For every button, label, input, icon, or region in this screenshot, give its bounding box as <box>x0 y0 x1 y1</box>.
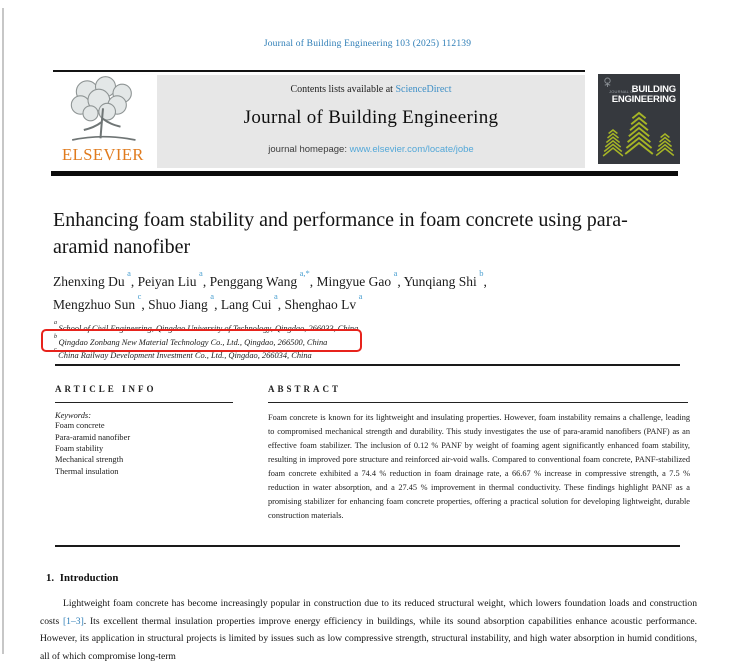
keywords-label: Keywords: <box>55 411 91 421</box>
highlight-annotation-box <box>41 329 362 352</box>
contents-prefix: Contents lists available at <box>290 84 393 95</box>
author-affil-sup: c <box>137 291 142 301</box>
keyword: Foam stability <box>55 444 104 453</box>
abstract-text: Foam concrete is known for its lightweight and insulating properties. However, foam instability remains a challenge, leading to compromised mechanical strength and durability. This study investigates the use of para-aramid nanofibers (PANF) as an effective foam stabilizer. The inclusion of 0.12 % PANF by weight of foaming agent significantly enhanced foam stability, resulting in improved pore structure and reinforced air-void walls. Compared to conventional foam concrete, PANF-stabilized foam concrete exhibited a 74.4 % reduction in foam drainage rate, a 66.67 % increase in compressive strength, a 7.5 % reduction in water absorption, and a 27.45 % improvement in thermal conductivity. These findings highlight PANF as a promising stabilizer for enhancing foam concrete properties, offering a practical solution for developing lightweight, durable construction materials. <box>268 413 690 520</box>
author-affil-sup: a <box>210 291 215 301</box>
journal-cover-thumbnail <box>598 74 680 164</box>
journal-title: Journal of Building Engineering <box>243 107 499 128</box>
sciencedirect-link[interactable]: ScienceDirect <box>395 84 452 95</box>
introduction-paragraph <box>40 595 697 666</box>
author-affil-sup: a <box>127 268 131 278</box>
author: Mingyue Gao$^a$, <box>316 268 404 289</box>
author: Lang Cui$^a$, <box>220 291 285 312</box>
cover-title-line2: ENGINEERING <box>611 93 676 105</box>
affiliation-highlighted: $^b$Qingdao Zonbang New Material Technology Co., Ltd., Qingdao, 266500, China <box>54 333 328 347</box>
affiliation: $^a$School of Civil Engineering, Qingdao University of Technology, Qingdao, 266033, China <box>54 320 359 333</box>
keyword: Mechanical strength <box>55 455 124 465</box>
article-info-rule <box>55 402 233 403</box>
author: Mengzhuo Sun$^c$, <box>53 291 149 312</box>
citation-link[interactable]: [1–3] <box>62 615 84 627</box>
abstract-section <box>268 384 690 522</box>
contents-list-line <box>157 84 585 95</box>
author: Zhenxing Du$^a$, <box>53 268 138 289</box>
header-top-rule <box>53 70 585 72</box>
header-bottom-rule <box>51 171 678 176</box>
intro-text-2: . Its excellent thermal insulation properties improve energy efficiency in buildings, while its sound absorption capabilities enhance acoustic performance. However, its application in structural projects is limited by issues such as low compressive strength, structural instability, and high water absorption in humid conditions, all of which compromise long-term <box>40 615 697 663</box>
keyword: Para-aramid nanofiber <box>55 432 131 442</box>
author: Peiyan Liu$^a$, <box>137 268 210 289</box>
author-row <box>53 268 673 291</box>
intro-text-1: Lightweight foam concrete has become increasingly popular in construction due to its reduced structural weight, which lowers foundation loads and construction costs <box>40 598 697 627</box>
article-title: Enhancing foam stability and performance in foam concrete using para-aramid nanofiber <box>53 209 628 258</box>
author: Shenghao Lv$^a$ <box>284 291 363 312</box>
author-affil-sup: a <box>358 291 363 301</box>
section-divider-rule <box>55 364 680 366</box>
article-info-heading: ARTICLE INFO <box>55 384 157 394</box>
journal-banner <box>157 75 585 168</box>
author: Yunqiang Shi$^b$, <box>403 268 487 289</box>
author-list <box>53 268 673 314</box>
page-edge <box>2 8 4 654</box>
author-affil-sup: a,* <box>299 268 310 278</box>
abstract-rule <box>268 402 688 403</box>
homepage-prefix: journal homepage: <box>268 144 347 155</box>
article-info-section <box>55 384 235 477</box>
author: Penggang Wang$^{a,*}$, <box>209 268 317 289</box>
cover-kicker: JOURNAL OF <box>609 89 637 94</box>
homepage-line <box>157 144 585 155</box>
author-affil-sup: a <box>199 268 203 278</box>
keyword: Foam concrete <box>55 421 105 431</box>
cover-title <box>612 85 676 104</box>
cover-tree-mark-icon <box>603 77 612 88</box>
author: Shuo Jiang$^a$, <box>148 291 221 312</box>
elsevier-logo <box>50 75 156 169</box>
cover-chevron-trees-icon <box>602 110 676 160</box>
author-affil-sup: a <box>273 291 278 301</box>
keyword: Thermal insulation <box>55 466 119 476</box>
abstract-bottom-rule <box>55 545 680 547</box>
author-affil-sup: b <box>479 268 484 278</box>
cover-title-line1: BUILDING <box>631 84 676 95</box>
journal-citation-line: Journal of Building Engineering 103 (2025) 112139 <box>263 39 472 49</box>
author-affil-sup: a <box>393 268 398 278</box>
author-row <box>53 291 673 314</box>
journal-homepage-link[interactable]: www.elsevier.com/locate/jobe <box>349 144 474 155</box>
abstract-heading: ABSTRACT <box>268 384 342 394</box>
introduction-heading: 1. Introduction <box>46 572 119 584</box>
elsevier-wordmark: ELSEVIER <box>62 145 144 164</box>
affiliation: $^c$China Railway Development Investment Co., Ltd., Qingdao, 266034, China <box>54 347 312 360</box>
elsevier-tree-icon <box>54 75 152 145</box>
